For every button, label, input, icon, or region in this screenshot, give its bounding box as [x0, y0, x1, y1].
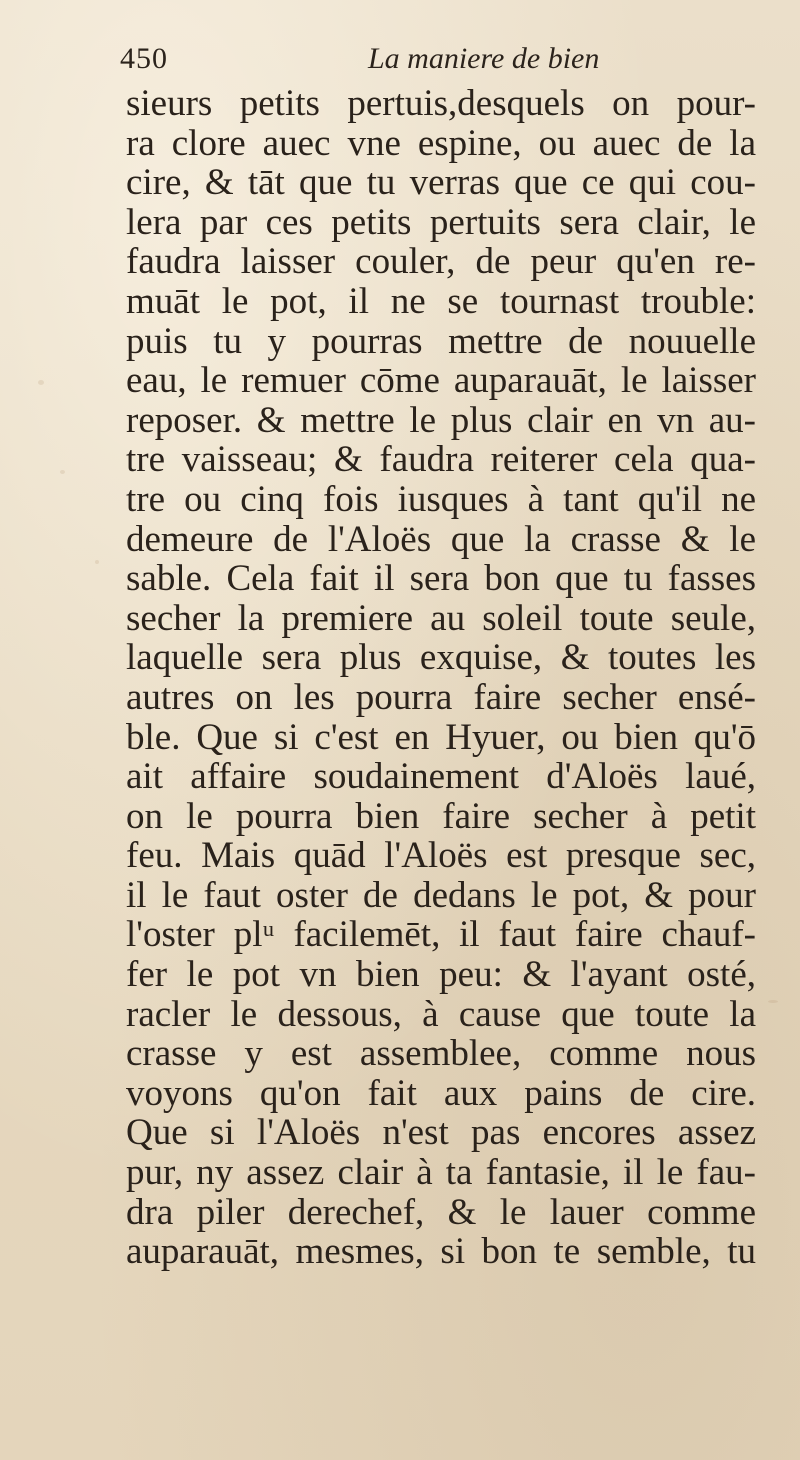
text-line: faudra laisser couler, de peur qu'en re-	[126, 242, 756, 282]
text-line: dra piler derechef, & le lauer comme	[126, 1192, 756, 1233]
text-line: autres on les pourra faire secher ensé-	[126, 677, 756, 718]
text-line: tre vaisseau; & faudra reiterer cela qua-	[126, 440, 756, 480]
page-header	[120, 38, 740, 84]
text-line: demeure de l'Aloës que la crasse & le	[126, 519, 756, 560]
text-line: lera par ces petits pertuits sera clair, le	[126, 202, 756, 243]
text-line: racler le dessous, à cause que toute la	[126, 994, 756, 1035]
text-line: ra clore auec vne espine, ou auec de la	[126, 123, 756, 164]
text-line: muāt le pot, il ne se tournast trouble:	[126, 281, 756, 322]
text-line: secher la premiere au soleil toute seule,	[126, 598, 756, 639]
text-line: Que si l'Aloës n'est pas encores assez	[126, 1113, 756, 1154]
text-line: tre ou cinq fois iusques à tant qu'il ne	[126, 479, 756, 520]
paper-stain	[95, 560, 99, 564]
text-line: auparauāt, mesmes, si bon te semble, tu	[126, 1232, 756, 1272]
page-number: 450	[120, 42, 168, 75]
body-text	[126, 84, 756, 1272]
text-line: feu. Mais quād l'Aloës est presque sec,	[126, 836, 756, 876]
running-head: La maniere de bien	[368, 42, 600, 75]
text-line: fer le pot vn bien peu: & l'ayant osté,	[126, 955, 756, 995]
text-line: reposer. & mettre le plus clair en vn au-	[126, 400, 756, 441]
text-line: sable. Cela fait il sera bon que tu fasses	[126, 559, 756, 599]
text-line: puis tu y pourras mettre de nouuelle	[126, 321, 756, 362]
text-line: on le pourra bien faire secher à petit	[126, 796, 756, 837]
paper-stain	[768, 1000, 778, 1003]
text-line: cire, & tāt que tu verras que ce qui cou-	[126, 163, 756, 203]
text-line: laquelle sera plus exquise, & toutes les	[126, 638, 756, 678]
text-line: l'oster plᵘ facilemēt, il faut faire chauf-	[126, 915, 756, 956]
text-line: pur, ny assez clair à ta fantasie, il le fau-	[126, 1153, 756, 1193]
text-line: voyons qu'on fait aux pains de cire.	[126, 1073, 756, 1114]
text-line: ait affaire soudainement d'Aloës laué,	[126, 757, 756, 797]
text-line: eau, le remuer cōme auparauāt, le laisser	[126, 361, 756, 401]
text-line: il le faut oster de dedans le pot, & pour	[126, 875, 756, 916]
text-line: ble. Que si c'est en Hyuer, ou bien qu'ō	[126, 717, 756, 758]
paper-stain	[60, 470, 65, 474]
text-line: crasse y est assemblee, comme nous	[126, 1034, 756, 1074]
paper-stain	[38, 380, 44, 385]
text-line: sieurs petits pertuis,desquels on pour-	[126, 84, 756, 124]
